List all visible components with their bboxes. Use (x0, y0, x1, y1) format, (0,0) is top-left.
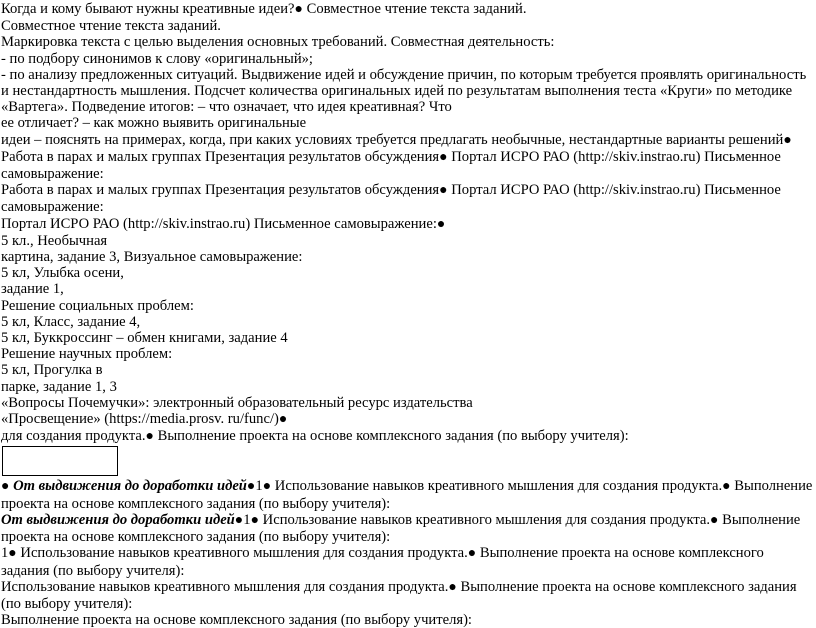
text-paragraph (1, 132, 813, 183)
text: Выполнение проекта на основе комплексного задания (по выбору учителя): (153, 428, 629, 445)
text: Работа в парах и малых группах Презентация результатов обсуждения (1, 182, 440, 199)
text-paragraph (1, 512, 813, 545)
text-line: задание 1, (1, 281, 64, 298)
text: Когда и кому бывают нужны креативные идеи? (1, 1, 295, 17)
text: идеи – пояснять на примерах, когда, при каких условиях требуется предлагать необычные, нестандартные варианты решений (1, 131, 784, 148)
bullet-icon: ● (278, 412, 288, 428)
text: Совместное чтение текста заданий. (302, 1, 527, 17)
bullet-icon: ● (246, 479, 256, 495)
text-line: ее отличает? – как можно выявить оригинальные (1, 115, 307, 132)
text-line: картина, задание 3, Визуальное самовыражение: (1, 249, 303, 266)
bullet-icon: ● (439, 149, 448, 165)
bullet-icon: ● (439, 183, 448, 199)
text: Использование навыков креативного мышления для создания продукта. (16, 545, 468, 562)
text: 1 (243, 511, 251, 528)
text: Портал ИСРО РАО (http://skiv.instrao.ru) Письменное самовыражение: (1, 182, 781, 216)
text: Использование навыков креативного мышления для создания продукта. (259, 511, 711, 528)
bullet-icon: ● (262, 479, 272, 495)
bullet-icon: ● (710, 512, 719, 528)
text-line: парке, задание 1, 3 (1, 378, 117, 395)
text: для создания продукта. (1, 428, 146, 445)
text-line: Выполнение проекта на основе комплексного задания (по выбору учителя): (1, 612, 472, 628)
text: Использование навыков креативного мышления для создания продукта. (1, 578, 449, 595)
text-line: 5 кл, Буккроссинг – обмен книгами, задание 4 (1, 330, 288, 347)
bullet-icon: ● (145, 429, 154, 445)
document-body (1, 1, 813, 628)
text-paragraph (1, 579, 813, 612)
text: Портал ИСРО РАО (http://skiv.instrao.ru) Письменное самовыражение: (1, 215, 437, 232)
bullet-icon: ● (1, 479, 10, 495)
text: Использование навыков креативного мышления для создания продукта. (271, 478, 723, 495)
bullet-icon: ● (250, 512, 260, 528)
bullet-icon: ● (467, 546, 477, 562)
text-paragraph (1, 545, 813, 578)
text-line: Решение социальных проблем: (1, 297, 194, 314)
text: Выполнение проекта на основе комплексного задания (по выбору учителя): (1, 578, 797, 612)
text: Портал ИСРО РАО (http://skiv.instrao.ru) Письменное самовыражение: (1, 148, 781, 183)
bullet-icon: ● (448, 579, 457, 595)
text-line: - по подбору синонимов к слову «оригинальный»; (1, 50, 313, 67)
text: Выполнение проекта на основе комплексного задания (по выбору учителя): (1, 511, 801, 546)
text-line (1, 1, 813, 18)
text-line (1, 428, 813, 445)
bullet-icon: ● (783, 132, 792, 148)
text-line (1, 216, 813, 233)
text-line (1, 411, 813, 428)
text-line: 5 кл, Прогулка в (1, 362, 103, 379)
text-line: 5 кл, Улыбка осени, (1, 265, 124, 282)
text: «Просвещение» (https://media.prosv. ru/func/) (1, 411, 279, 428)
bullet-icon: ● (8, 546, 17, 562)
text-line: Решение научных проблем: (1, 346, 173, 363)
text: Работа в парах и малых группах Презентация результатов обсуждения (1, 148, 440, 165)
text-line: Совместное чтение текста заданий. (1, 18, 221, 35)
text-line: 5 кл, Класс, задание 4, (1, 313, 141, 330)
text-line: Маркировка текста с целью выделения основных требований. Совместная деятельность: (1, 34, 555, 51)
text-paragraph: - по анализу предложенных ситуаций. Выдвижение идей и обсуждение причин, по которым требуется проявлять оригинальность и нестандартность мышления. Подсчет количества оригинальных идей по результатам выполнения теста «Круги» по методике «Вартега». Подведение итогов: – что означает, что идея креативная? Что (1, 66, 807, 116)
bullet-icon: ● (436, 216, 446, 232)
text: От выдвижения до доработки идей (9, 478, 247, 495)
empty-table-cell (2, 446, 118, 476)
text-line: «Вопросы Почемучки»: электронный образовательный ресурс издательства (1, 394, 473, 411)
text-paragraph (1, 478, 813, 511)
bullet-icon: ● (722, 479, 731, 495)
text: От выдвижения до доработки идей (1, 511, 235, 528)
bullet-icon: ● (294, 2, 303, 17)
text: Выполнение проекта на основе комплексного задания (по выбору учителя): (1, 545, 764, 579)
text-line: 5 кл., Необычная (1, 232, 108, 249)
text: Выполнение проекта на основе комплексного задания (по выбору учителя): (1, 478, 813, 512)
bullet-icon: ● (234, 512, 244, 528)
text: 1 (255, 478, 263, 495)
text: 1 (1, 545, 9, 562)
text-paragraph (1, 182, 813, 215)
